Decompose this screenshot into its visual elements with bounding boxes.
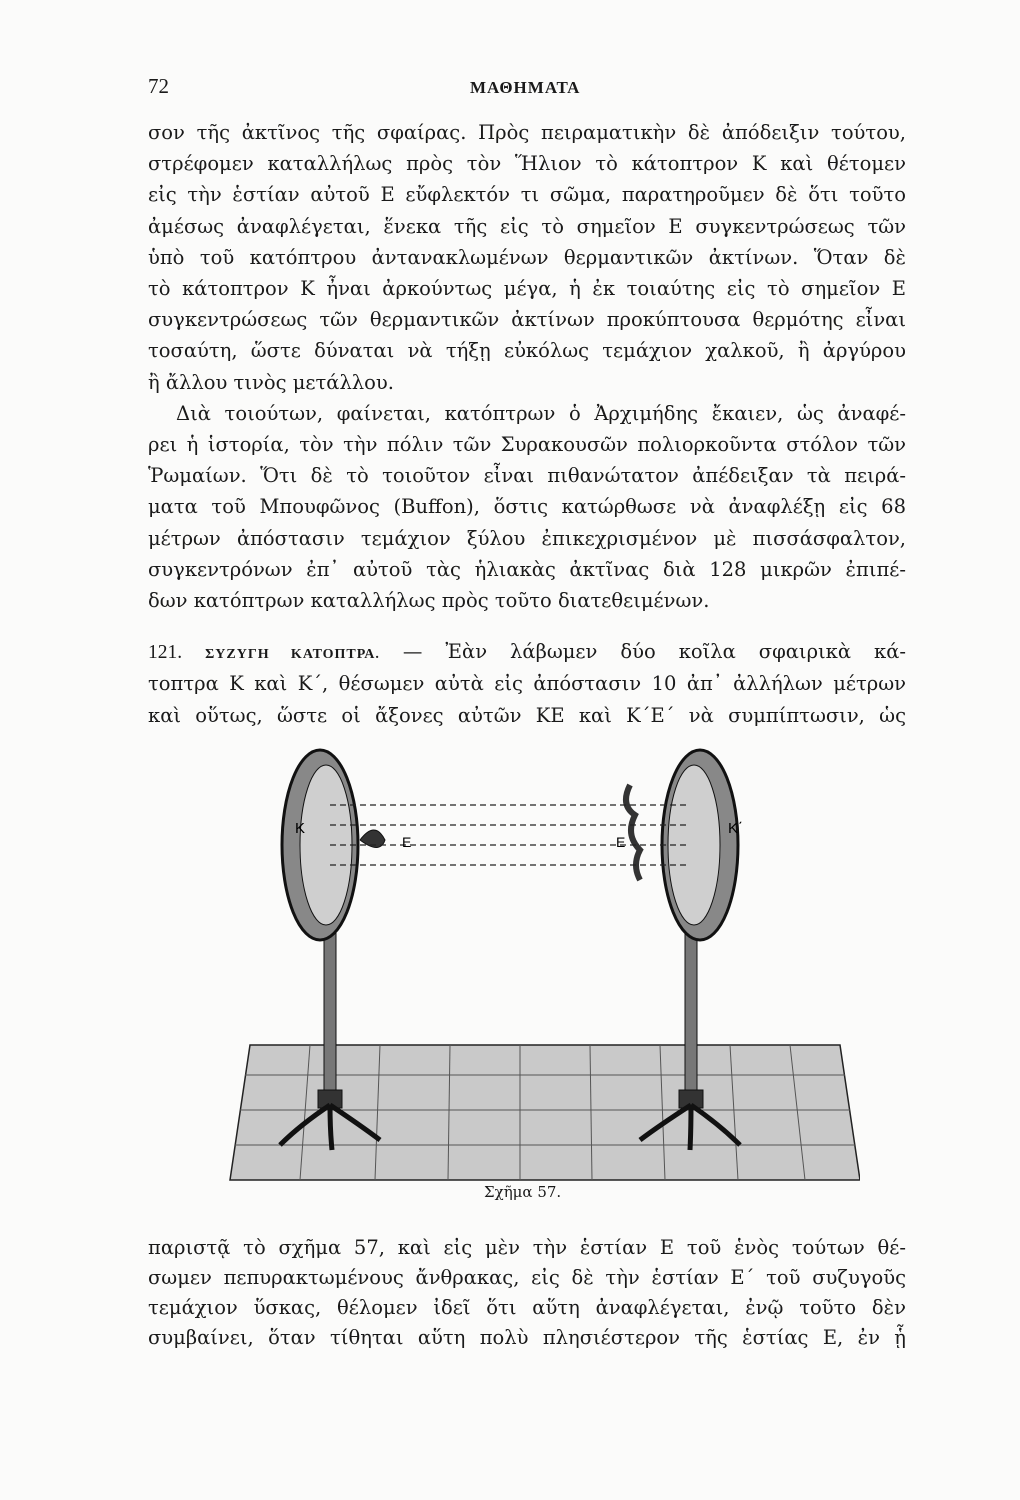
section-text: — Ἐὰν λάβωμεν δύο κοῖλα σφαιρικὰ κά- [402, 640, 906, 663]
text-line: συγκεντρόνων ἐπ᾽ αὐτοῦ τὰς ἡλιακὰς ἀκτῖνας διὰ 128 μικρῶν ἐπιπέ- [148, 557, 906, 581]
text-line: ματα τοῦ Μπουφῶνος (Buffon), ὅστις κατώρθωσε νὰ ἀναφλέξῃ εἰς 68 [148, 495, 906, 519]
text-line: ἢ ἄλλου τινὸς μετάλλου. [148, 370, 394, 394]
page-number: 72 [148, 74, 169, 98]
text-line: ρει ἡ ἱστορία, τὸν τὴν πόλιν τῶν Συρακουσῶν πολιορκοῦντα στόλον τῶν [148, 433, 906, 456]
label-e-prime: E [616, 834, 626, 850]
figure-caption: Σχῆμα 57. [484, 1183, 562, 1201]
text-line: τοπτρα Κ καὶ Κ΄, θέσωμεν αὐτὰ εἰς ἀπόστασιν 10 ἀπ᾽ ἀλλήλων μέτρων [148, 672, 906, 695]
text-line: Ῥωμαίων. Ὅτι δὲ τὸ τοιοῦτον εἶναι πιθανώτατον ἀπέδειξαν τὰ πειρά- [148, 464, 906, 488]
label-k-prime: K΄ [728, 820, 743, 837]
label-e: E [402, 834, 412, 850]
text-line: συμβαίνει, ὅταν τίθηται αὕτη πολὺ πλησιέστερον τῆς ἑστίας Ε, ἐν ᾗ [148, 1326, 906, 1349]
section-heading-line [148, 637, 906, 670]
text-line: τεμάχιον ὕσκας, θέλομεν ἰδεῖ ὅτι αὕτη ἀναφλέγεται, ἐνῷ τοῦτο δὲν [148, 1296, 906, 1319]
section-number: 121. [148, 642, 183, 663]
text-line: στρέφομεν καταλλήλως πρὸς τὸν Ἥλιον τὸ κάτοπτρον Κ καὶ θέτομεν [148, 152, 906, 176]
text-line: δων κατόπτρων καταλλήλως πρὸς τοῦτο διατεθειμένων. [148, 589, 710, 612]
label-k: K [295, 820, 306, 837]
text-line: σον τῆς ἀκτῖνος τῆς σφαίρας. Πρὸς πειραματικὴν δὲ ἀπόδειξιν τούτου, [148, 121, 906, 144]
figure-conjugate-mirrors [220, 745, 860, 1185]
running-title: ΜΑΘΗΜΑΤΑ [470, 78, 581, 97]
text-line: μέτρων ἀπόστασιν τεμάχιον ξύλου ἐπικεχρισμένον μὲ πισσάσφαλτον, [148, 526, 906, 550]
text-line: τὸ κάτοπτρον Κ ἦναι ἀρκούντως μέγα, ἡ ἐκ τοιαύτης εἰς τὸ σημεῖον Ε [148, 277, 906, 300]
text-line: εἰς τὴν ἑστίαν αὐτοῦ Ε εὔφλεκτόν τι σῶμα, παρατηροῦμεν δὲ ὅτι τοῦτο [148, 183, 906, 207]
text-line: ὑπὸ τοῦ κατόπτρου ἀντανακλωμένων θερμαντικῶν ἀκτίνων. Ὅταν δὲ [148, 245, 906, 269]
text-line: ἀμέσως ἀναφλέγεται, ἕνεκα τῆς εἰς τὸ σημεῖον Ε συγκεντρώσεως τῶν [148, 214, 906, 238]
text-line: παριστᾷ τὸ σχῆμα 57, καὶ εἰς μὲν τὴν ἑστίαν Ε τοῦ ἑνὸς τούτων θέ- [148, 1236, 906, 1259]
text-line: τοσαύτη, ὥστε δύναται νὰ τήξῃ εὐκόλως τεμάχιον χαλκοῦ, ἢ ἀργύρου [148, 339, 906, 363]
text-line: καὶ οὕτως, ὥστε οἱ ἄξονες αὐτῶν ΚΕ καὶ Κ΄Ε΄ νὰ συμπίπτωσιν, ὡς [148, 704, 906, 727]
section-title: ΣΥΖΥΓΗ ΚΑΤΟΠΤΡΑ. [205, 647, 380, 662]
text-line: Διὰ τοιούτων, φαίνεται, κατόπτρων ὁ Ἀρχιμήδης ἔκαιεν, ὡς ἀναφέ- [176, 401, 906, 425]
text-line: συγκεντρώσεως τῶν θερμαντικῶν ἀκτίνων προκύπτουσα θερμότης εἶναι [148, 308, 906, 332]
text-line: σωμεν πεπυρακτωμένους ἄνθρακας, εἰς δὲ τὴν ἑστίαν Ε΄ τοῦ συζυγοῦς [148, 1266, 906, 1289]
